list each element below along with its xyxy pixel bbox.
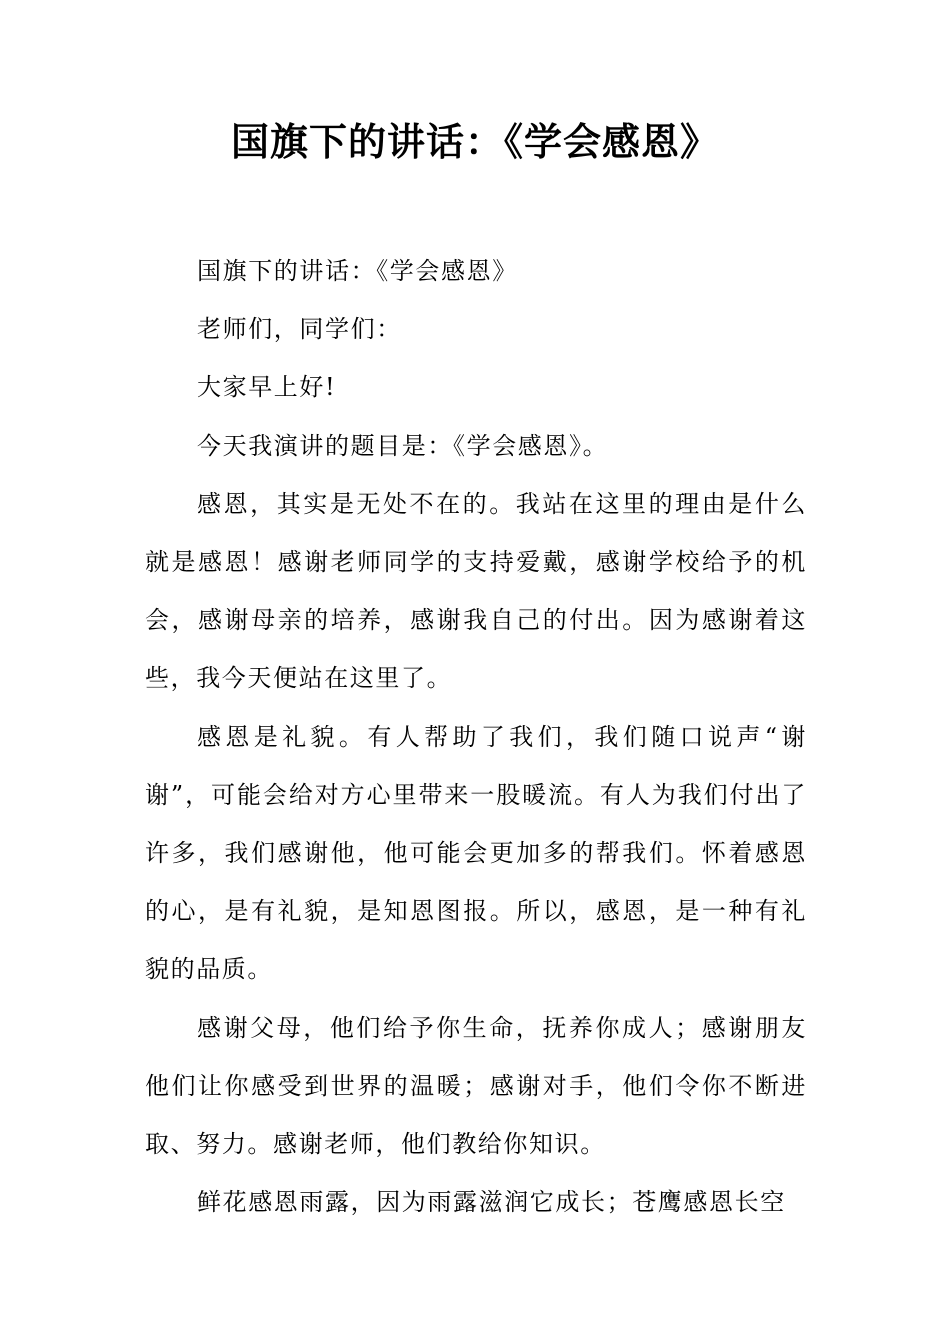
document-body bbox=[145, 242, 807, 1231]
paragraph-salutation: 老师们，同学们： bbox=[197, 315, 402, 344]
paragraph-gratitude-politeness: 感恩是礼貌。有人帮助了我们，我们随口说声“谢谢”，可能会给对方心里带来一股暖流。有人为我们付出了许多，我们感谢他，他可能会更加多的帮我们。怀着感恩的心，是有礼貌，是知恩图报。所以，感恩，是一种有礼貌的品质。 bbox=[145, 722, 807, 984]
paragraph-thank-parents: 感谢父母，他们给予你生命，抚养你成人；感谢朋友他们让你感受到世界的温暖；感谢对手，他们令你不断进取、努力。感谢老师，他们教给你知识。 bbox=[145, 1013, 807, 1159]
document-title: 国旗下的讲话：《学会感恩》 bbox=[230, 120, 719, 164]
paragraph-greeting: 大家早上好! bbox=[197, 373, 337, 402]
paragraph-flowers-dew: 鲜花感恩雨露，因为雨露滋润它成长；苍鹰感恩长空 bbox=[197, 1188, 786, 1217]
paragraph-gratitude-everywhere: 感恩，其实是无处不在的。我站在这里的理由是什么就是感恩！感谢老师同学的支持爱戴，感谢学校给予的机会，感谢母亲的培养，感谢我自己的付出。因为感谢着这些，我今天便站在这里了。 bbox=[145, 489, 807, 693]
paragraph-topic: 今天我演讲的题目是：《学会感恩》。 bbox=[197, 431, 609, 460]
paragraph-heading-repeat: 国旗下的讲话：《学会感恩》 bbox=[197, 257, 518, 285]
